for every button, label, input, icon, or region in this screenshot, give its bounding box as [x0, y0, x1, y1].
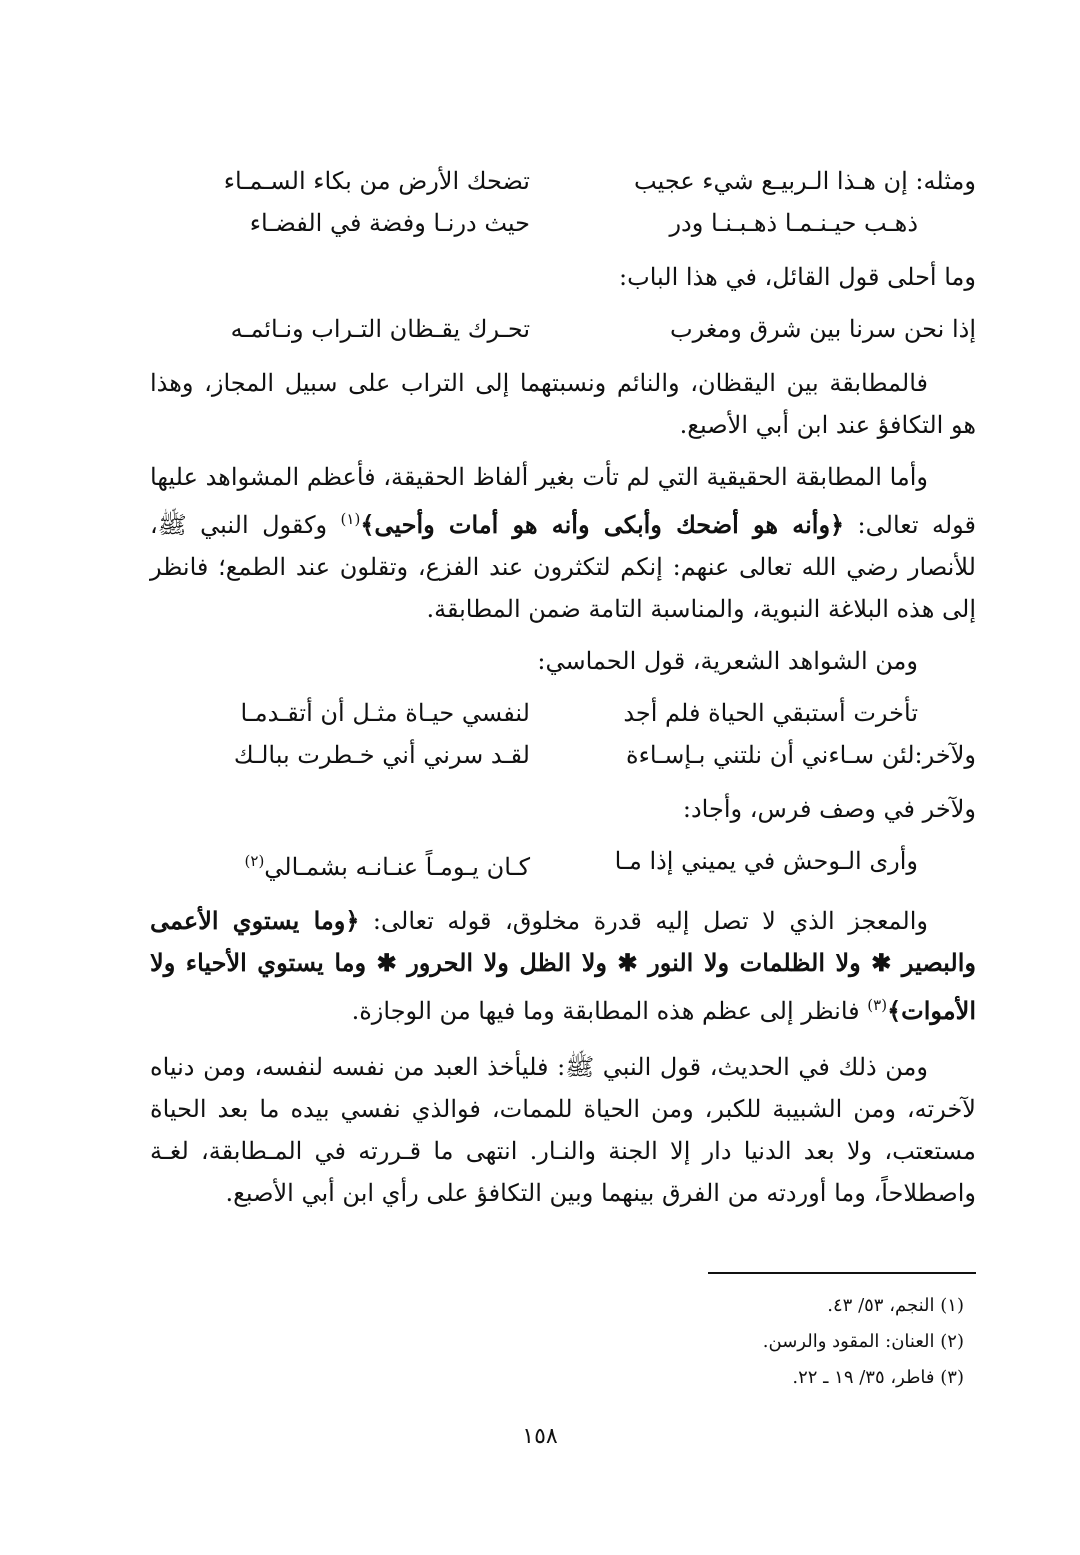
paragraph-text: والمعجز الذي لا تصل إليه قدرة مخلوق، قوله تعالى: [359, 907, 929, 935]
verse-hemistich-second: تحـرك يقـظان التـراب ونـائمـه [230, 315, 530, 343]
footnote-ref: (٢) [244, 852, 265, 870]
verse-hemistich-second: تضحك الأرض من بكاء السـمـاء [223, 167, 530, 195]
verse-block-2 [150, 308, 976, 350]
verse-hemistich-first: لئن سـاءني أن نلتني بـإسـاءة [626, 741, 915, 769]
footnote [150, 1324, 964, 1360]
verse-hemistich-first: ذهـب حيـنـمـا ذهـبـنـا ودر [669, 209, 918, 237]
intro-line: ولآخر في وصف فرس، وأجاد: [682, 795, 976, 823]
footnotes [150, 1288, 976, 1396]
footnote-text: النجم، ٥٣/ ٤٣. [827, 1295, 935, 1316]
verse-prefix: ومثله: [907, 167, 976, 195]
verse-hemistich-first: وأرى الـوحش في يميني إذا مـا [614, 847, 918, 875]
verse-line [150, 840, 976, 888]
verse-line [150, 734, 976, 776]
paragraph: ومن ذلك في الحديث، قول النبي ﷺ: فليأخذ العبد من نفسه لنفسه، ومن دنياه لآخرته، ومن الشبيبة للكبر، ومن الحياة للممات، فوالذي نفسي بيده ما بعد الحياة مستعتب، ولا بعد الدنيا دار إلا الجنة والنـار. انتهى ما قـررته في المـطابقة، لغـة واصطلاحاً، وما أوردته من الفرق بينهما وبين التكافؤ على رأي ابن أبي الأصبع. [150, 1053, 976, 1207]
footnote-number: (١) [940, 1295, 964, 1316]
verse-hemistich-second: لنفسي حيـاة مثـل أن أتقـدمـا [240, 699, 530, 727]
quran-quote: ﴿وأنه هو أضحك وأبكى وأنه هو أمات وأحيى﴾ [360, 510, 845, 539]
verse-line [150, 160, 976, 202]
footnote-ref: (١) [340, 510, 361, 528]
page-number: ١٥٨ [522, 1424, 558, 1449]
verse-block-1 [150, 160, 976, 244]
footnote [150, 1288, 964, 1324]
footnote-number: (٣) [940, 1367, 964, 1388]
footnote-separator [708, 1272, 976, 1274]
paragraph-text: وكقول النبي ﷺ، للأنصار رضي الله تعالى عنهم: إنكم لتكثرون عند الفزع، وتقلون عند الطمع؛ فانظر إلى هذه البلاغة النبوية، والمناسبة التامة ضمن المطابقة. [150, 511, 976, 623]
paragraph [150, 900, 976, 1032]
intro-line: وما أحلى قول القائل، في هذا الباب: [619, 263, 976, 291]
verse-line [150, 202, 976, 244]
footnote-text: فاطر، ٣٥/ ١٩ ـ ٢٢. [792, 1367, 935, 1388]
footnote-number: (٢) [940, 1331, 964, 1352]
verse-line [150, 308, 976, 350]
quran-quote: ﴿وما يستوي الأعمى والبصير ✱ ولا الظلمات ولا النور ✱ ولا الظل ولا الحرور ✱ وما يستوي الأحياء ولا الأموات﴾ [150, 906, 976, 1025]
verse-hemistich-second: كـان يـومـاً عنـانـه بشمـالي [264, 853, 530, 881]
verse-block-3 [150, 692, 976, 776]
intro-line: ومن الشواهد الشعرية، قول الحماسي: [537, 647, 918, 675]
paragraph-text: فانظر إلى عظم هذه المطابقة وما فيها من الوجازة. [351, 997, 868, 1025]
verse-hemistich-second: لقـد سرني أني خـطرت ببالـك [233, 741, 530, 769]
verse-block-4 [150, 840, 976, 888]
paragraph [150, 456, 976, 630]
footnote [150, 1360, 964, 1396]
page-body [150, 160, 976, 1396]
verse-hemistich-first: إذا نحن سرنا بين شرق ومغرب [670, 315, 976, 343]
verse-hemistich-first: تأخرت أستبقي الحياة فلم أجد [623, 699, 918, 727]
verse-line [150, 692, 976, 734]
verse-hemistich-first: إن هـذا الـربيـع شيء عجيب [634, 167, 908, 195]
paragraph: فالمطابقة بين اليقظان، والنائم ونسبتهما إلى التراب على سبيل المجاز، وهذا هو التكافؤ عند ابن أبي الأصبع. [150, 369, 976, 439]
verse-hemistich-second: حيث درنـا وفضة في الفضـاء [249, 209, 530, 237]
footnote-ref: (٣) [867, 996, 888, 1014]
paragraph-text: وأما المطابقة الحقيقية التي لم تأت بغير ألفاظ الحقيقة، فأعظم المشواهد عليها قوله تعالى: [150, 463, 977, 539]
footnote-text: العنان: المقود والرسن. [762, 1331, 935, 1352]
verse-prefix: ولآخر: [914, 741, 976, 769]
